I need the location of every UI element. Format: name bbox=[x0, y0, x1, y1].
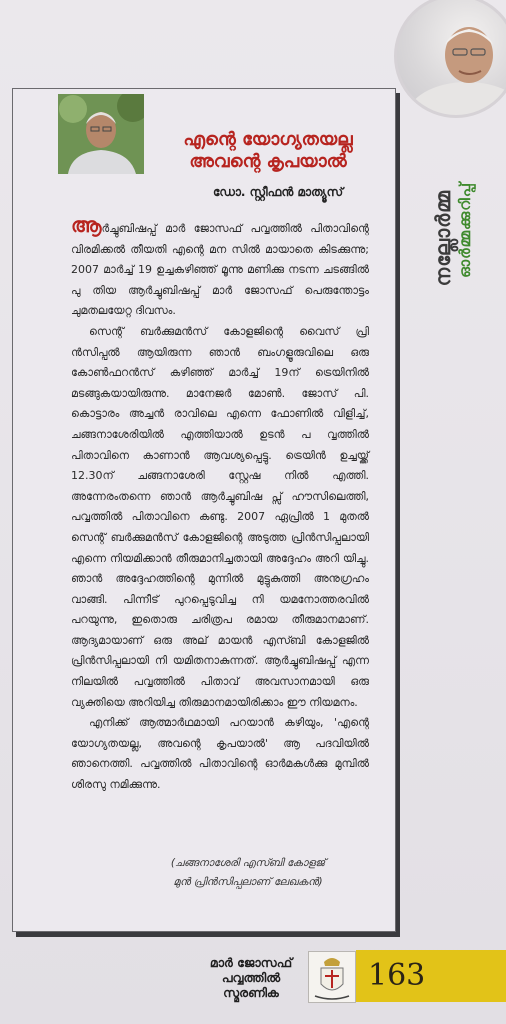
author-byline: ഡോ. സ്റ്റീഫൻ മാത്യൂസ് bbox=[212, 185, 344, 199]
article-headline bbox=[153, 129, 383, 173]
coat-of-arms-icon bbox=[308, 951, 356, 1003]
archbishop-portrait bbox=[394, 0, 506, 118]
section-title: നല്ലോർമ്മ bbox=[431, 190, 455, 287]
headline-line-2: അവന്റെ കൃപയാൽ bbox=[189, 151, 347, 172]
headline-line-1: എന്റെ യോഗ്യതയല്ല bbox=[183, 129, 353, 150]
article-body bbox=[71, 215, 369, 796]
author-photo bbox=[58, 94, 144, 174]
souvenir-title-line-1: മാർ ജോസഫ് bbox=[209, 955, 293, 970]
souvenir-title-line-2: പവ്വത്തിൽ bbox=[221, 970, 281, 985]
paragraph-1 bbox=[71, 215, 369, 322]
credit-line-2: മുൻ പ്രിൻസിപ്പലാണ് ലേഖകൻ) bbox=[173, 876, 323, 888]
souvenir-title-line-3: സ്മരണിക bbox=[223, 985, 279, 1000]
paragraph-1-text: ർച്ചുബിഷപ്പ് മാർ ജോസഫ് പവ്വത്തിൽ പിതാവിന്റെ വിരമിക്കൽ തീയതി എന്റെ മന സിൽ മായാതെ കിടക്കുന്നു; 2007 മാർച്ച് 19 ഉച്ചകഴിഞ്ഞ് മൂന്നു മണിക്കു നടന്ന ചടങ്ങിൽ പു തിയ ആർച്ചുബിഷപ്പ് മാർ ജോസഫ് പെരുന്തോട്ടം ചുമതലയേറ്റ ദിവസം. bbox=[71, 222, 369, 318]
credit-line-1: (ചങ്ങനാശേരി എസ്ബി കോളജ് bbox=[170, 857, 326, 869]
souvenir-title bbox=[196, 955, 306, 1000]
section-subtitle: ഓർമ്മക്കുറിപ്പ് bbox=[456, 182, 474, 278]
page-number: 163 bbox=[368, 958, 426, 993]
paragraph-3: എനിക്ക് ആത്മാർഥമായി പറയാൻ കഴിയും, 'എന്റെ യോഗ്യതയല്ല, അവന്റെ കൃപയാൽ' ആ പദവിയിൽ ഞാനെത്തി. പവ്വത്തിൽ പിതാവിന്റെ ഓർമകൾക്കു മുമ്പിൽ ശിരസു നമിക്കുന്നു. bbox=[71, 716, 369, 792]
article-box bbox=[12, 88, 396, 932]
paragraph-2: സെന്റ് ബർക്കുമൻസ് കോളജിന്റെ വൈസ് പ്രി ൻസിപ്പൽ ആയിരുന്ന ഞാൻ ബംഗളൂരുവിലെ ഒരു കോൺഫറൻസ് കഴിഞ്ഞ് മാർച്ച് 19ന് ട്രെയിനിൽ മടങ്ങുകയായിരുന്നു. മാനേജർ മോൺ. ജോസ് പി. കൊട്ടാരം അച്ചൻ രാവിലെ എന്നെ ഫോണിൽ വിളിച്ച്, ചങ്ങനാശേരിയിൽ എത്തിയാൽ ഉടൻ പ വ്വത്തിൽ പിതാവിനെ കാണാൻ ആവശ്യപ്പെട്ടു. ട്രെയിൻ ഉച്ചയ്ക്ക് 12.30ന് ചങ്ങനാശേരി സ്റ്റേഷ നിൽ എത്തി. അന്നേരംതന്നെ ഞാൻ ആർച്ചുബിഷ പ്സ് ഹൗസിലെത്തി, പവ്വത്തിൽ പിതാവിനെ കണ്ടു. 2007 ഏപ്രിൽ 1 മുതൽ സെന്റ് ബർക്കുമൻസ് കോളജിന്റെ അടുത്ത പ്രിൻസിപ്പലായി എന്നെ നിയമിക്കാൻ തീരുമാനിച്ചതായി അദ്ദേഹം അറി യിച്ചു. ഞാൻ അദ്ദേഹത്തിന്റെ മുന്നിൽ മുട്ടുകുത്തി അനുഗ്രഹം വാങ്ങി. പിന്നീട് പുറപ്പെടുവിച്ച നി യമനോത്തരവിൽ പറയുന്നു, ഇതൊരു ചരിത്രപ രമായ തീരുമാനമാണ്. ആദ്യമായാണ് ഒരു അല് മായൻ എസ്ബി കോളജിൽ പ്രിൻസിപ്പലായി നി യമിതനാകുന്നത്. ആർച്ചുബിഷപ്പ് എന്ന നിലയിൽ പവ്വത്തിൽ പിതാവ് അവസാനമായി ഒരു വ്യക്തിയെ അറിയിച്ച തിരുമാനമായിരിക്കാം ഈ നിയമനം. bbox=[71, 324, 369, 709]
author-credit bbox=[143, 854, 353, 892]
drop-cap: ആ bbox=[71, 213, 102, 237]
